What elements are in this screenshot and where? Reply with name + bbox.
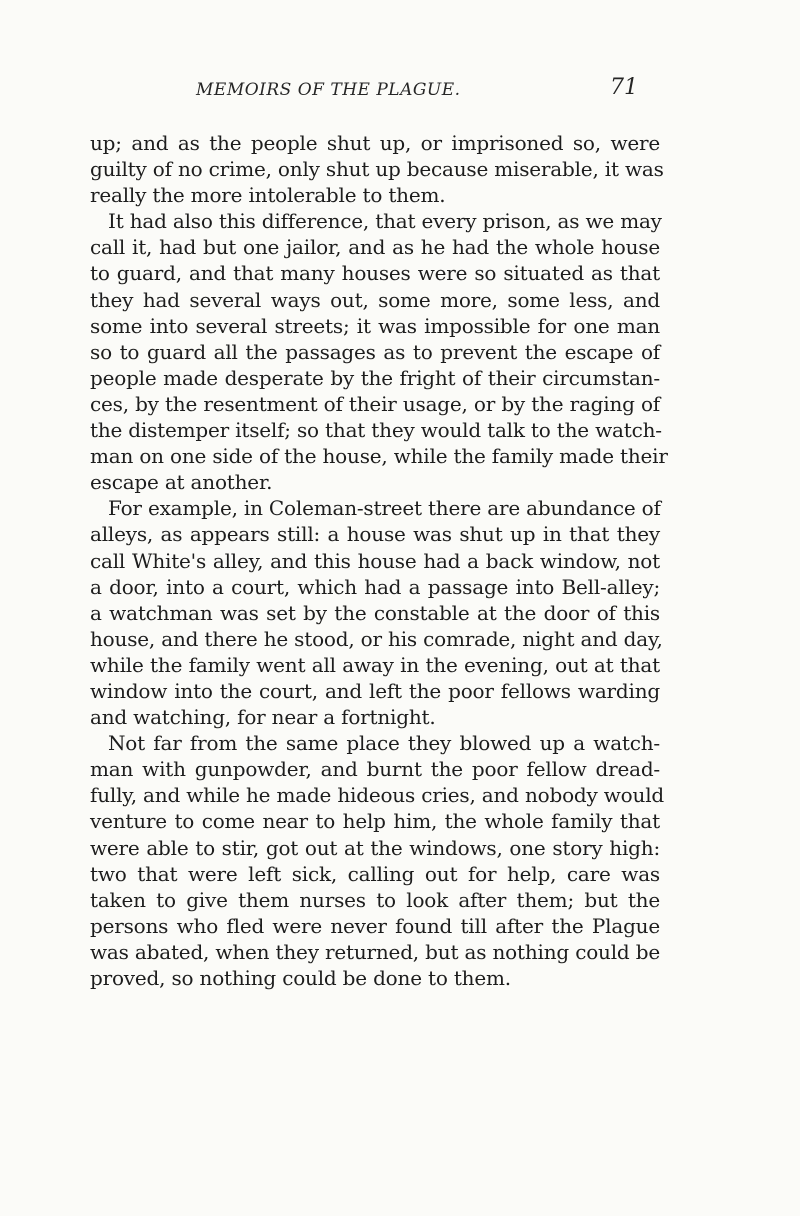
text-line: window into the court, and left the poor fellows warding [90, 678, 660, 703]
text-line: escape at another. [90, 470, 273, 495]
text-line: a watchman was set by the constable at the door of this [90, 600, 660, 625]
text-line: guilty of no crime, only shut up because miserable, it was [90, 157, 664, 182]
text-line: man with gunpowder, and burnt the poor fellow dread- [90, 757, 660, 782]
text-line: taken to give them nurses to look after them; but the [90, 887, 660, 912]
text-line: up; and as the people shut up, or imprisoned so, were [90, 131, 660, 155]
text-line: It had also this difference, that every prison, as we may [108, 209, 662, 234]
running-head [150, 75, 650, 106]
text-line: two that were left sick, calling out for help, care was [90, 861, 660, 886]
text-line: venture to come near to help him, the whole family that [90, 809, 660, 834]
text-line: call it, had but one jailor, and as he had the whole house [90, 235, 660, 260]
text-line: was abated, when they returned, but as nothing could be [90, 939, 660, 964]
text-line: For example, in Coleman-street there are abundance of [108, 496, 661, 521]
text-line: were able to stir, got out at the windows, one story high: [90, 835, 660, 860]
text-line: proved, so nothing could be done to them. [90, 966, 511, 990]
text-line: to guard, and that many houses were so situated as that [90, 261, 660, 286]
text-line: a door, into a court, which had a passage into Bell-alley; [90, 574, 660, 599]
text-line: call White's alley, and this house had a back window, not [90, 548, 660, 573]
text-line: the distemper itself; so that they would talk to the watch- [90, 418, 662, 443]
text-line: alleys, as appears still: a house was shut up in that they [90, 522, 660, 547]
text-line: fully, and while he made hideous cries, and nobody would [90, 783, 665, 808]
text-line: some into several streets; it was impossible for one man [90, 313, 660, 338]
text-line: really the more intolerable to them. [90, 183, 446, 208]
text-line: persons who fled were never found till after the Plague [90, 913, 660, 938]
text-line: man on one side of the house, while the family made their [90, 444, 668, 469]
running-title: MEMOIRS OF THE PLAGUE. [196, 80, 461, 100]
text-line: people made desperate by the fright of their circumstan- [90, 365, 660, 390]
text-line: ces, by the resentment of their usage, or by the raging of [90, 391, 660, 416]
text-line: they had several ways out, some more, some less, and [90, 287, 660, 312]
text-line: while the family went all away in the evening, out at that [90, 652, 660, 677]
text-line: so to guard all the passages as to prevent the escape of [90, 339, 660, 364]
text-line: Not far from the same place they blowed up a watch- [108, 731, 660, 756]
text-line: and watching, for near a fortnight. [90, 705, 436, 730]
body-text [90, 130, 668, 991]
page-number: 71 [610, 75, 638, 100]
text-line: house, and there he stood, or his comrade, night and day, [90, 626, 663, 651]
